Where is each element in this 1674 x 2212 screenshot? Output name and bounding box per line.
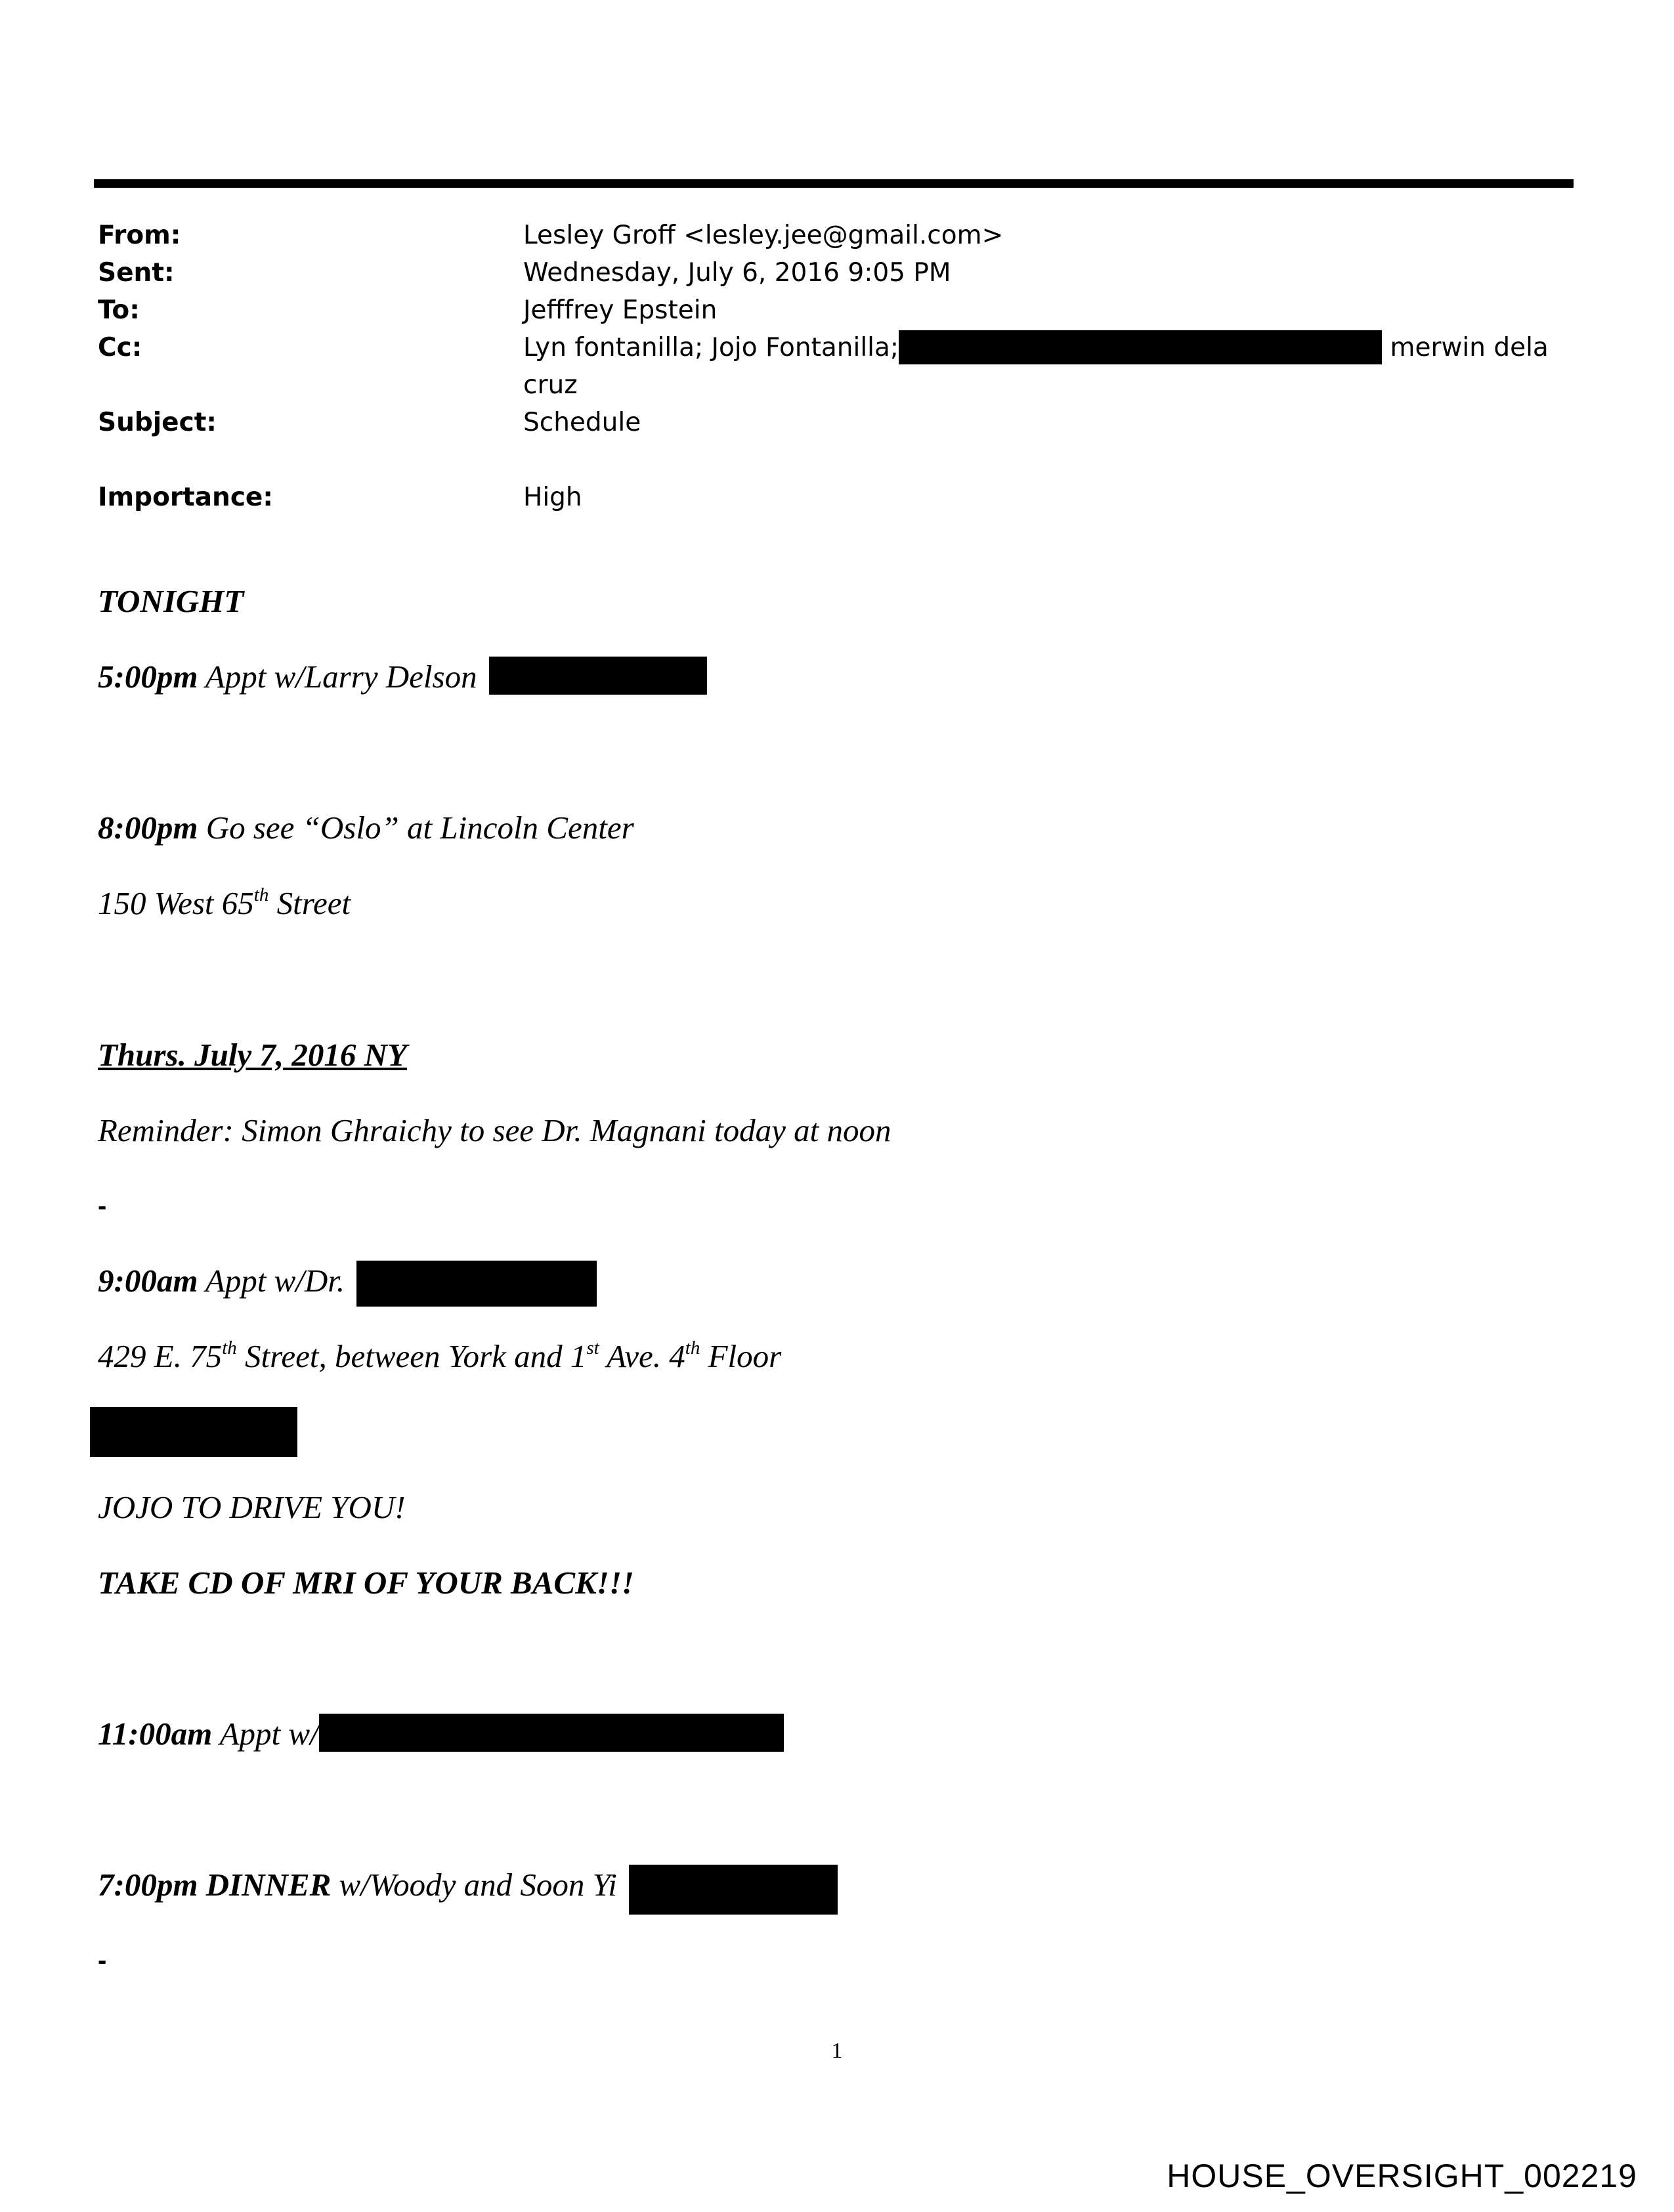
importance-label: Importance: — [98, 483, 273, 512]
to-value: Jefffrey Epstein — [523, 295, 718, 325]
from-label: From: — [98, 221, 181, 250]
item-text: Appt w/Dr. — [198, 1263, 345, 1299]
header-rule — [94, 179, 1574, 188]
redaction-block — [356, 1261, 597, 1307]
cc-value-start: Lyn fontanilla; Jojo Fontanilla; — [523, 333, 899, 362]
schedule-item-11am — [98, 1714, 784, 1754]
schedule-item-doctor — [98, 1261, 597, 1301]
sent-label: Sent: — [98, 258, 175, 288]
redaction-block — [899, 330, 1382, 364]
cc-value — [523, 329, 1562, 404]
item-text: Appt w/ — [212, 1716, 319, 1752]
cc-value-line2: cruz — [523, 370, 578, 400]
oslo-address: 150 West 65th Street — [98, 884, 351, 921]
subject-row — [98, 404, 1562, 441]
doctor-address: 429 E. 75th Street, between York and 1st Ave. 4th Floor — [98, 1337, 782, 1374]
to-row — [98, 292, 1562, 329]
schedule-item-dinner — [98, 1865, 838, 1905]
from-value: Lesley Groff <lesley.jee@gmail.com> — [523, 221, 1004, 250]
schedule-item-oslo — [98, 808, 634, 848]
tonight-heading: TONIGHT — [98, 583, 244, 619]
item-time: 11:00am — [98, 1716, 213, 1752]
importance-row — [98, 479, 1562, 516]
email-header — [98, 217, 1562, 516]
to-label: To: — [98, 295, 140, 325]
redaction-block — [489, 657, 707, 695]
redaction-block — [319, 1714, 784, 1752]
schedule-item-larry-delson — [98, 657, 707, 697]
bates-number: HOUSE_OVERSIGHT_002219 — [1167, 2158, 1637, 2194]
item-time: 9:00am — [98, 1263, 198, 1299]
subject-label: Subject: — [98, 408, 217, 437]
cc-value-end: merwin dela — [1390, 333, 1549, 362]
jojo-note: JOJO TO DRIVE YOU! — [98, 1489, 406, 1525]
sent-row — [98, 254, 1562, 292]
item-time: 5:00pm — [98, 659, 198, 695]
cc-row — [98, 329, 1562, 404]
subject-value: Schedule — [523, 408, 641, 437]
cc-label: Cc: — [98, 333, 142, 362]
separator-dash: - — [98, 1192, 107, 1221]
redaction-block — [90, 1407, 297, 1457]
item-text: Go see “Oslo” at Lincoln Center — [198, 810, 634, 846]
redaction-block — [629, 1865, 838, 1915]
page-number: 1 — [831, 2039, 843, 2063]
reminder-text: Reminder: Simon Ghraichy to see Dr. Magnani today at noon — [98, 1112, 891, 1148]
sent-value: Wednesday, July 6, 2016 9:05 PM — [523, 258, 951, 288]
item-text: w/Woody and Soon Yi — [331, 1867, 617, 1903]
separator-dash: - — [98, 1946, 107, 1975]
from-row — [98, 217, 1562, 254]
item-time: 8:00pm — [98, 810, 198, 846]
item-text: Appt w/Larry Delson — [198, 659, 477, 695]
mri-note: TAKE CD OF MRI OF YOUR BACK!!! — [98, 1565, 634, 1601]
importance-value: High — [523, 483, 582, 512]
item-time: 7:00pm DINNER — [98, 1867, 332, 1903]
day-heading: Thurs. July 7, 2016 NY — [98, 1037, 408, 1073]
